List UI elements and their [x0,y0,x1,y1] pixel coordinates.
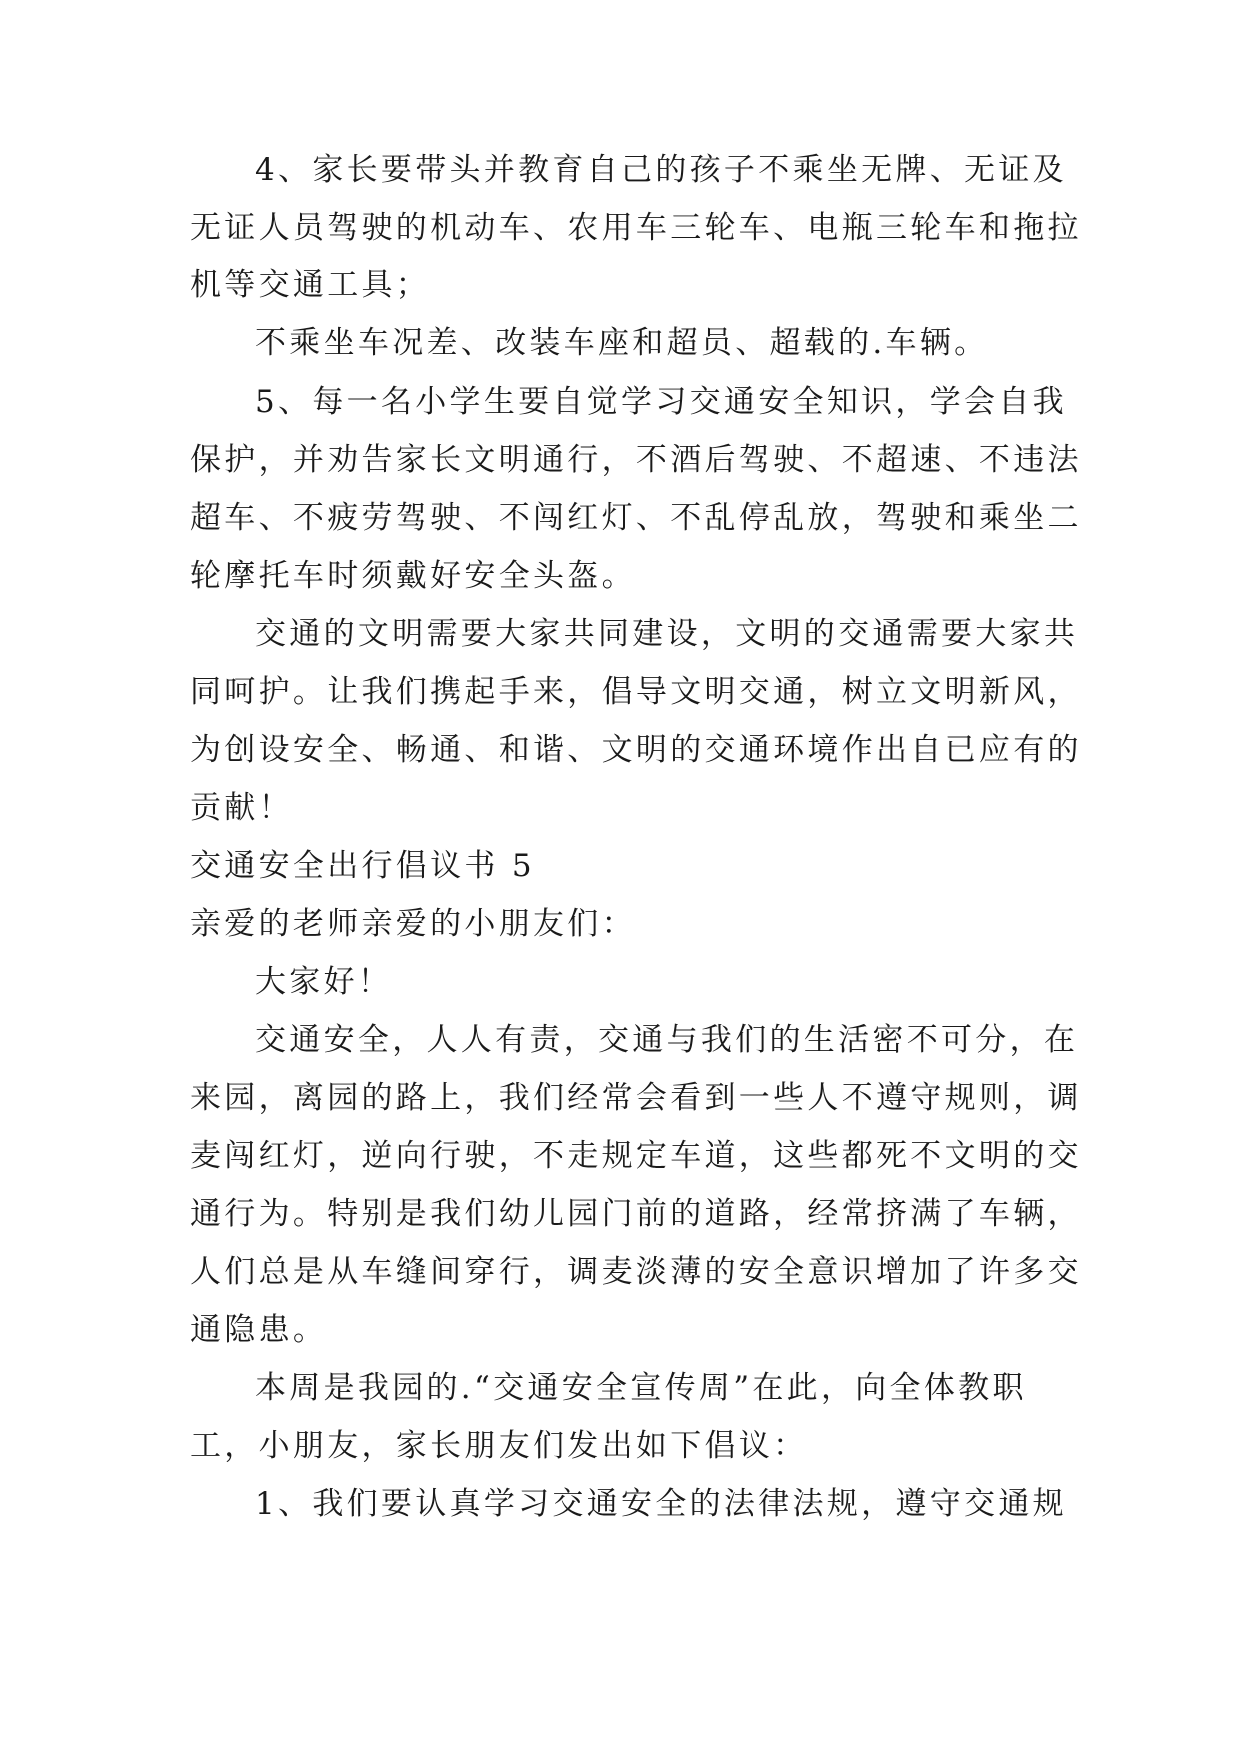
paragraph-line: 保护，并劝告家长文明通行，不酒后驾驶、不超速、不违法 [190,442,1082,478]
section-title: 交通安全出行倡议书 5 [190,848,535,884]
paragraph-line: 通行为。特别是我们幼儿园门前的道路，经常挤满了车辆， [190,1196,1082,1232]
paragraph-line: 贡献！ [190,790,293,826]
paragraph-line: 无证人员驾驶的机动车、农用车三轮车、电瓶三轮车和拖拉 [190,210,1082,246]
paragraph-line: 轮摩托车时须戴好安全头盔。 [190,558,636,594]
paragraph-line: 工，小朋友，家长朋友们发出如下倡议： [190,1428,808,1464]
paragraph-line: 为创设安全、畅通、和谐、文明的交通环境作出自已应有的 [190,732,1082,768]
paragraph-line: 交通的文明需要大家共同建设，文明的交通需要大家共 [255,616,1079,652]
paragraph-line: 通隐患。 [190,1312,328,1348]
paragraph-line: 超车、不疲劳驾驶、不闯红灯、不乱停乱放，驾驶和乘坐二 [190,500,1082,536]
paragraph-line: 机等交通工具； [190,267,431,303]
paragraph-line: 1、我们要认真学习交通安全的法律法规，遵守交通规 [255,1486,1067,1522]
salutation: 亲爱的老师亲爱的小朋友们： [190,906,636,942]
greeting: 大家好！ [255,964,393,1000]
paragraph-line: 不乘坐车况差、改装车座和超员、超载的.车辆。 [255,325,989,361]
paragraph-line: 交通安全，人人有责，交通与我们的生活密不可分，在 [255,1022,1079,1058]
paragraph-line: 5、每一名小学生要自觉学习交通安全知识，学会自我 [255,384,1067,420]
paragraph-line: 同呵护。让我们携起手来，倡导文明交通，树立文明新风， [190,674,1082,710]
paragraph-line: 人们总是从车缝间穿行，调麦淡薄的安全意识增加了许多交 [190,1254,1082,1290]
paragraph-line: 麦闯红灯，逆向行驶，不走规定车道，这些都死不文明的交 [190,1138,1082,1174]
paragraph-line: 本周是我园的.“交通安全宣传周”在此，向全体教职 [255,1370,1027,1406]
paragraph-line: 4、家长要带头并教育自己的孩子不乘坐无牌、无证及 [255,152,1067,188]
paragraph-line: 来园，离园的路上，我们经常会看到一些人不遵守规则，调 [190,1080,1082,1116]
